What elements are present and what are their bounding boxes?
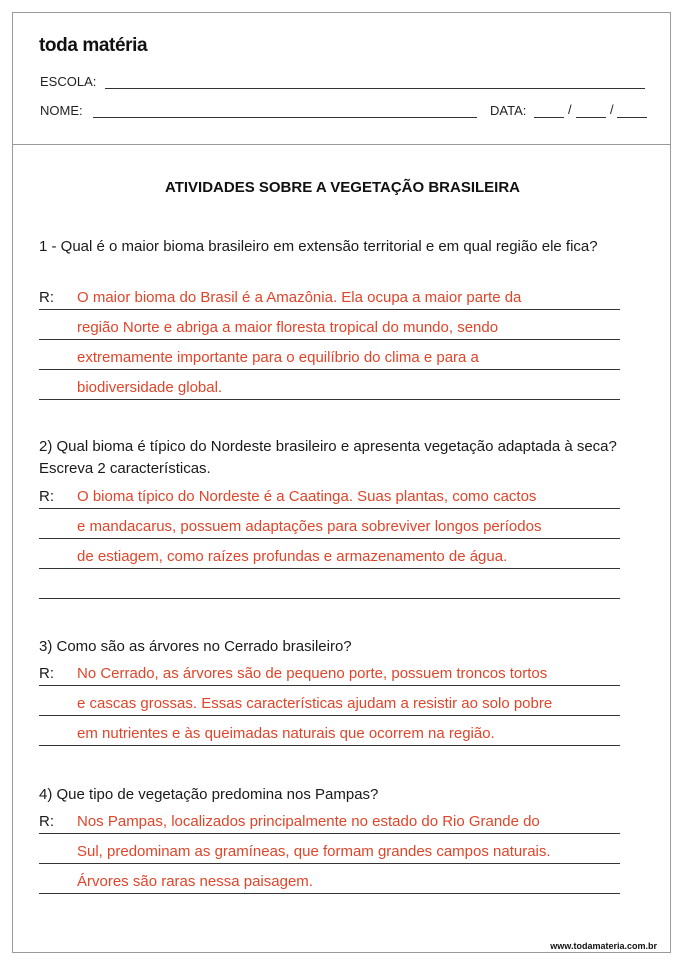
answer-line[interactable] bbox=[39, 569, 620, 599]
answer-text: Sul, predominam as gramíneas, que formam grandes campos naturais. bbox=[77, 843, 551, 860]
answer-text: de estiagem, como raízes profundas e armazenamento de água. bbox=[77, 548, 508, 565]
date-year-field[interactable] bbox=[617, 117, 647, 118]
date-month-field[interactable] bbox=[576, 117, 606, 118]
school-label: ESCOLA: bbox=[40, 74, 97, 89]
name-field[interactable] bbox=[93, 117, 477, 118]
question-3: 3) Como são as árvores no Cerrado brasileiro? bbox=[39, 638, 352, 655]
name-label: NOME: bbox=[40, 103, 83, 118]
date-separator: / bbox=[568, 102, 572, 117]
question-1: 1 - Qual é o maior bioma brasileiro em extensão territorial e em qual região ele fica? bbox=[39, 238, 598, 255]
answer-text: O maior bioma do Brasil é a Amazônia. Ela ocupa a maior parte da bbox=[77, 289, 522, 306]
answer-text: No Cerrado, as árvores são de pequeno porte, possuem troncos tortos bbox=[77, 665, 548, 682]
answer-label: R: bbox=[39, 665, 54, 682]
school-field[interactable] bbox=[105, 88, 645, 89]
answer-text: em nutrientes e às queimadas naturais que ocorrem na região. bbox=[77, 725, 495, 742]
question-4: 4) Que tipo de vegetação predomina nos Pampas? bbox=[39, 786, 379, 803]
date-label: DATA: bbox=[490, 103, 527, 118]
date-separator: / bbox=[610, 102, 614, 117]
answer-label: R: bbox=[39, 813, 54, 830]
date-day-field[interactable] bbox=[534, 117, 564, 118]
answer-text: biodiversidade global. bbox=[77, 379, 223, 396]
answer-text: O bioma típico do Nordeste é a Caatinga. Suas plantas, como cactos bbox=[77, 488, 537, 505]
answer-text: Nos Pampas, localizados principalmente no estado do Rio Grande do bbox=[77, 813, 540, 830]
answer-label: R: bbox=[39, 289, 54, 306]
answer-text: e mandacarus, possuem adaptações para sobreviver longos períodos bbox=[77, 518, 542, 535]
brand-logo: toda matéria bbox=[39, 35, 148, 56]
answer-label: R: bbox=[39, 488, 54, 505]
answer-text: extremamente importante para o equilíbrio do clima e para a bbox=[77, 349, 479, 366]
question-2: 2) Qual bioma é típico do Nordeste brasileiro e apresenta vegetação adaptada à seca? Escreva 2 características. bbox=[39, 438, 617, 477]
answer-text: região Norte e abriga a maior floresta tropical do mundo, sendo bbox=[77, 319, 499, 336]
footer-url: www.todamateria.com.br bbox=[550, 941, 657, 951]
header-divider bbox=[13, 144, 670, 145]
answer-text: Árvores são raras nessa paisagem. bbox=[77, 873, 313, 890]
answer-text: e cascas grossas. Essas características ajudam a resistir ao solo pobre bbox=[77, 695, 553, 712]
page-title: ATIVIDADES SOBRE A VEGETAÇÃO BRASILEIRA bbox=[164, 179, 521, 196]
